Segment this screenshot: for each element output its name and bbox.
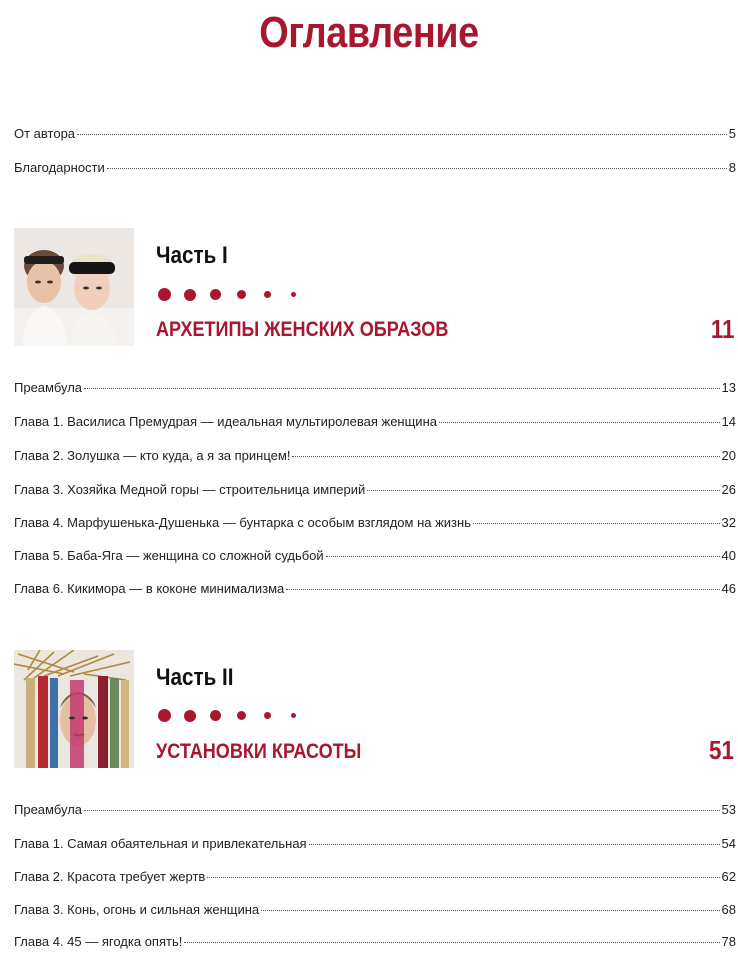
toc-entry-page: 46 (721, 581, 736, 596)
toc-entry-page: 26 (721, 482, 736, 497)
part-1-number: Часть I (156, 242, 228, 269)
toc-entry-label: Преамбула (14, 802, 83, 817)
decor-dot (184, 289, 196, 301)
dot-leader (473, 523, 720, 524)
dot-leader (77, 134, 727, 135)
toc-entry-page: 53 (721, 802, 736, 817)
decor-dot (237, 290, 246, 299)
part-2-number: Часть II (156, 664, 234, 691)
toc-entry-label: Глава 2. Золушка — кто куда, а я за принцем! (14, 448, 291, 463)
part-2-page: 51 (709, 735, 734, 765)
toc-entry-label: Глава 4. Марфушенька-Душенька — бунтарка с особым взглядом на жизнь (14, 515, 471, 530)
toc-entry-page: 40 (721, 548, 736, 563)
toc-entry[interactable] (14, 836, 736, 856)
toc-entry-label: Преамбула (14, 380, 83, 395)
toc-entry-page: 68 (721, 902, 736, 917)
toc-entry-page: 13 (721, 380, 736, 395)
toc-entry-label: Благодарности (14, 160, 105, 175)
toc-entry-page: 20 (721, 448, 736, 463)
dot-leader (84, 810, 720, 811)
dot-leader (261, 910, 719, 911)
toc-entry[interactable] (14, 126, 736, 146)
decor-dot (184, 710, 196, 722)
part-1-photo (14, 228, 134, 346)
toc-entry-page: 62 (721, 869, 736, 884)
page-title: Оглавление (259, 8, 479, 57)
decor-dot (158, 288, 171, 301)
toc-entry-label: Глава 1. Василиса Премудрая — идеальная мультиролевая женщина (14, 414, 437, 429)
toc-entry-label: Глава 3. Хозяйка Медной горы — строительница империй (14, 482, 366, 497)
decor-dot (158, 709, 171, 722)
dot-leader (292, 456, 719, 457)
part-2-title: УСТАНОВКИ КРАСОТЫ (156, 740, 362, 763)
toc-entry-label: Глава 3. Конь, огонь и сильная женщина (14, 902, 260, 917)
toc-entry[interactable] (14, 548, 736, 568)
toc-entry-page: 14 (721, 414, 736, 429)
toc-entry-label: Глава 5. Баба-Яга — женщина со сложной судьбой (14, 548, 324, 563)
toc-entry[interactable] (14, 160, 736, 180)
toc-entry-page: 78 (721, 934, 736, 949)
toc-entry-page: 54 (721, 836, 736, 851)
toc-entry[interactable] (14, 448, 736, 468)
part-2-photo (14, 650, 134, 768)
part-1-page: 11 (710, 314, 734, 344)
dot-leader (84, 388, 720, 389)
dot-leader (184, 942, 719, 943)
decor-dot (264, 712, 271, 719)
toc-entry[interactable] (14, 581, 736, 601)
dot-leader (326, 556, 720, 557)
decor-dot (264, 291, 271, 298)
dot-leader (309, 844, 720, 845)
toc-entry[interactable] (14, 934, 736, 954)
decor-dot (210, 289, 221, 300)
decor-dot (291, 292, 296, 297)
toc-entry[interactable] (14, 380, 736, 400)
dot-leader (367, 490, 719, 491)
toc-entry[interactable] (14, 414, 736, 434)
toc-entry-label: Глава 6. Кикимора — в коконе минимализма (14, 581, 285, 596)
toc-entry-label: Глава 4. 45 — ягодка опять! (14, 934, 183, 949)
toc-entry-page: 8 (728, 160, 736, 175)
toc-entry[interactable] (14, 902, 736, 922)
decor-dot (237, 711, 246, 720)
toc-entry-label: Глава 2. Красота требует жертв (14, 869, 206, 884)
toc-entry-label: Глава 1. Самая обаятельная и привлекательная (14, 836, 307, 851)
part-1-title: АРХЕТИПЫ ЖЕНСКИХ ОБРАЗОВ (156, 318, 449, 341)
dot-leader (439, 422, 720, 423)
decor-dot (210, 710, 221, 721)
toc-entry-page: 5 (728, 126, 736, 141)
decor-dot (291, 713, 296, 718)
toc-entry-page: 32 (721, 515, 736, 530)
toc-entry-label: От автора (14, 126, 76, 141)
toc-entry[interactable] (14, 482, 736, 502)
dot-leader (207, 877, 719, 878)
toc-entry[interactable] (14, 869, 736, 889)
toc-entry[interactable] (14, 515, 736, 535)
dot-leader (286, 589, 719, 590)
toc-entry[interactable] (14, 802, 736, 822)
dot-leader (107, 168, 727, 169)
